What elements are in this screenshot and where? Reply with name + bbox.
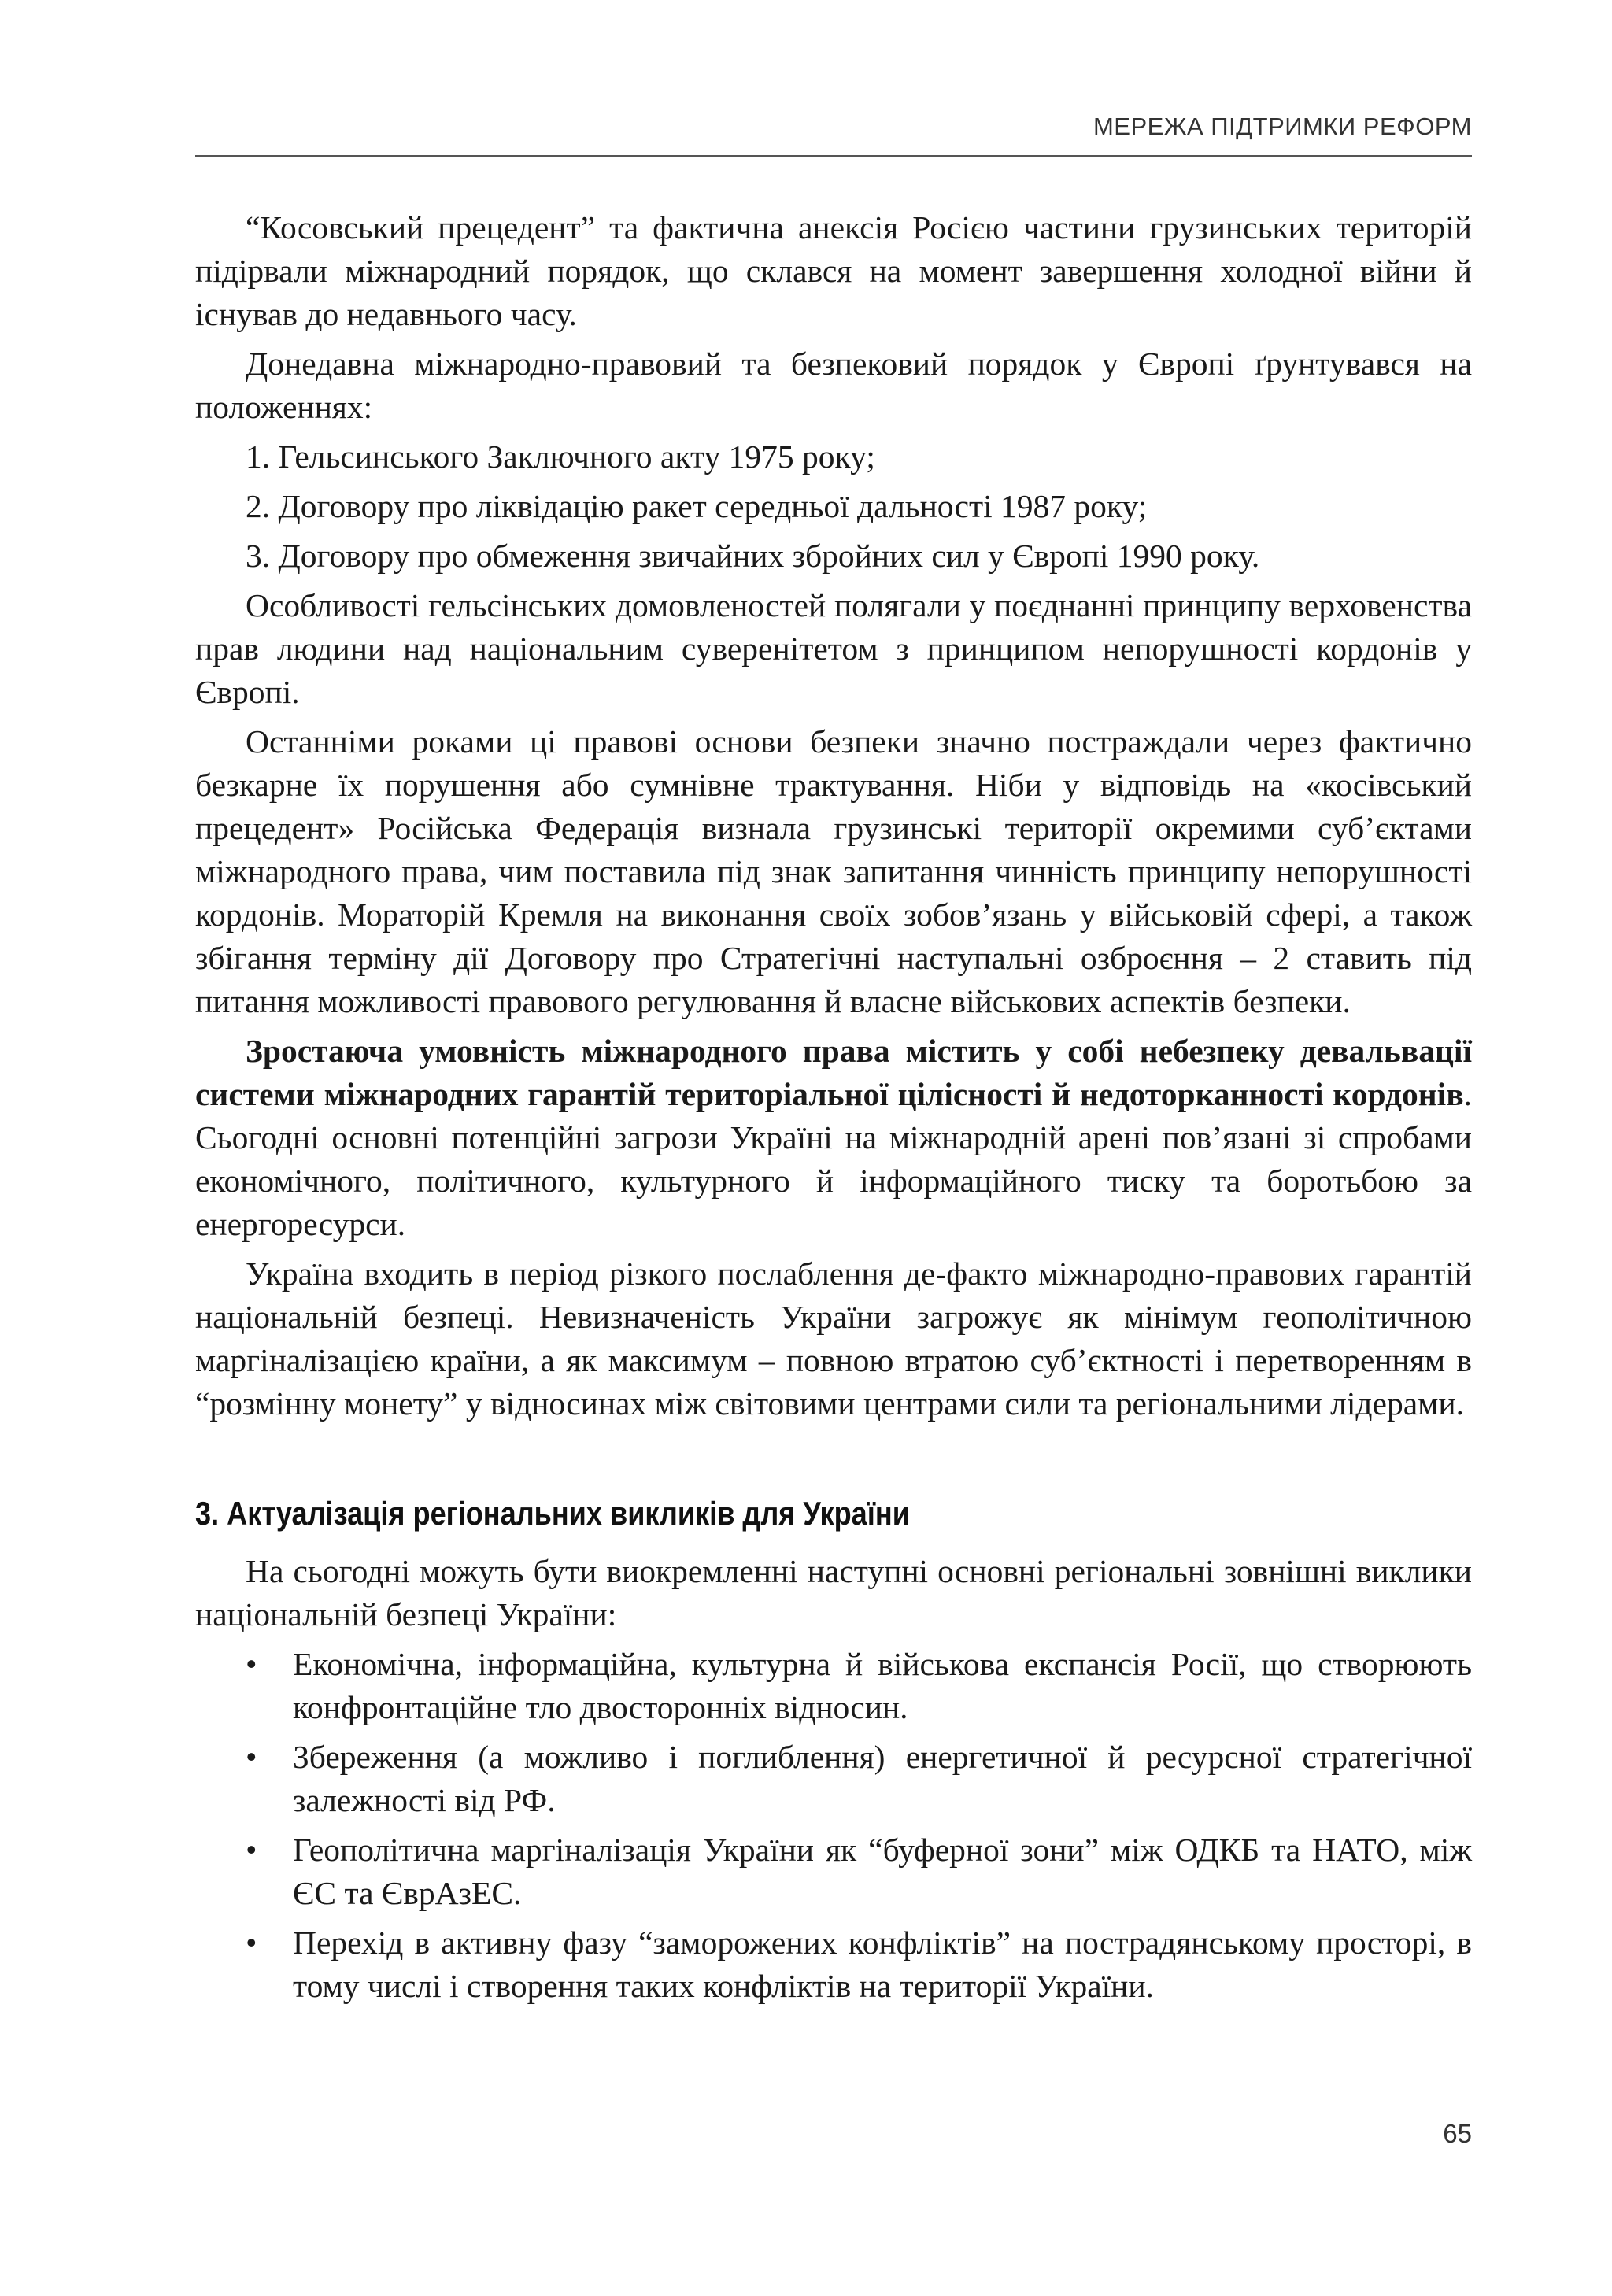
list-item: 2. Договору про ліквідацію ракет середньої дальності 1987 року;: [246, 488, 1148, 524]
section-heading: 3. Актуалізація регіональних викликів для України: [195, 1495, 910, 1532]
bullet-icon: •: [246, 1924, 257, 1961]
running-header: МЕРЕЖА ПІДТРИМКИ РЕФОРМ: [1093, 113, 1472, 140]
page-number: 65: [1443, 2119, 1472, 2148]
bullet-text: Геополітична маргіналізація України як “буферної зони” між ОДКБ та НАТО, між ЄС та ЄврАзЕС.: [293, 1832, 1472, 1911]
bullet-item: [195, 1921, 1472, 2008]
bullet-text: Економічна, інформаційна, культурна й військова експансія Росії, що створюють конфронтаційне тло двосторонніх відносин.: [293, 1646, 1472, 1725]
bullet-icon: •: [246, 1646, 257, 1682]
paragraph-helsinki: Особливості гельсінських домовленостей полягали у поєднанні принципу верховенства прав людини над національним суверенітетом з принципом непорушності кордонів у Європі.: [195, 587, 1472, 710]
bullet-item: [195, 1643, 1472, 1729]
paragraph-continuation: . Сьогодні основні потенційні загрози Україні на міжнародній арені пов’язані зі спробами економічного, політичного, культурного й інформаційного тиску та боротьбою за енергоресурси.: [195, 1076, 1472, 1242]
paragraph-kosovo-precedent: “Косовський прецедент” та фактична анексія Росією частини грузинських територій підірвали міжнародний порядок, що склався на момент завершення холодної війни й існував до недавнього часу.: [195, 209, 1472, 332]
page-body: [195, 206, 1472, 2014]
paragraph-security-order: Донедавна міжнародно-правовий та безпековий порядок у Європі ґрунтувався на положеннях:: [195, 346, 1472, 425]
numbered-list-agreements: [195, 435, 1472, 578]
bullet-list-challenges: [195, 1643, 1472, 2008]
list-item: 1. Гельсинського Заключного акту 1975 року;: [246, 438, 875, 475]
bullet-item: [195, 1736, 1472, 1822]
paragraph-international-law: [195, 1030, 1472, 1246]
list-item: 3. Договору про обмеження звичайних збройних сил у Європі 1990 року.: [246, 538, 1260, 574]
header-rule: [195, 155, 1472, 157]
paragraph-section-intro: На сьогодні можуть бути виокремленні наступні основні регіональні зовнішні виклики національній безпеці України:: [195, 1553, 1472, 1632]
bullet-icon: •: [246, 1832, 257, 1868]
bullet-icon: •: [246, 1739, 257, 1775]
paragraph-ukraine-guarantees: Україна входить в період різкого послаблення де-факто міжнародно-правових гарантій національній безпеці. Невизначеність України загрожує як мінімум геополітичною маргіналізацією країни, а як максимум – повною втратою суб’єктності і перетворенням в “розмінну монету” у відносинах між світовими центрами сили та регіональними лідерами.: [195, 1255, 1472, 1422]
paragraph-legal-foundations: Останніми роками ці правові основи безпеки значно постраждали через фактично безкарне їх порушення або сумнівне трактування. Ніби у відповідь на «косівський прецедент» Російська Федерація визнала грузинські території окремими суб’єктами міжнародного права, чим поставила під знак запитання чинність принципу непорушності кордонів. Мораторій Кремля на виконання своїх зобов’язань у військовій сфері, а також збігання терміну дії Договору про Стратегічні наступальні озброєння – 2 ставить під питання можливості правового регулювання й власне військових аспектів безпеки.: [195, 723, 1472, 1019]
bullet-text: Збереження (а можливо і поглиблення) енергетичної й ресурсної стратегічної залежності від РФ.: [293, 1739, 1472, 1818]
bullet-item: [195, 1828, 1472, 1915]
bullet-text: Перехід в активну фазу “заморожених конфліктів” на пострадянському просторі, в тому числі і створення таких конфліктів на території України.: [293, 1924, 1472, 2004]
bold-emphasis: Зростаюча умовність міжнародного права містить у собі небезпеку девальвації системи міжнародних гарантій територіальної цілісності й недоторканності кордонів: [195, 1033, 1472, 1112]
